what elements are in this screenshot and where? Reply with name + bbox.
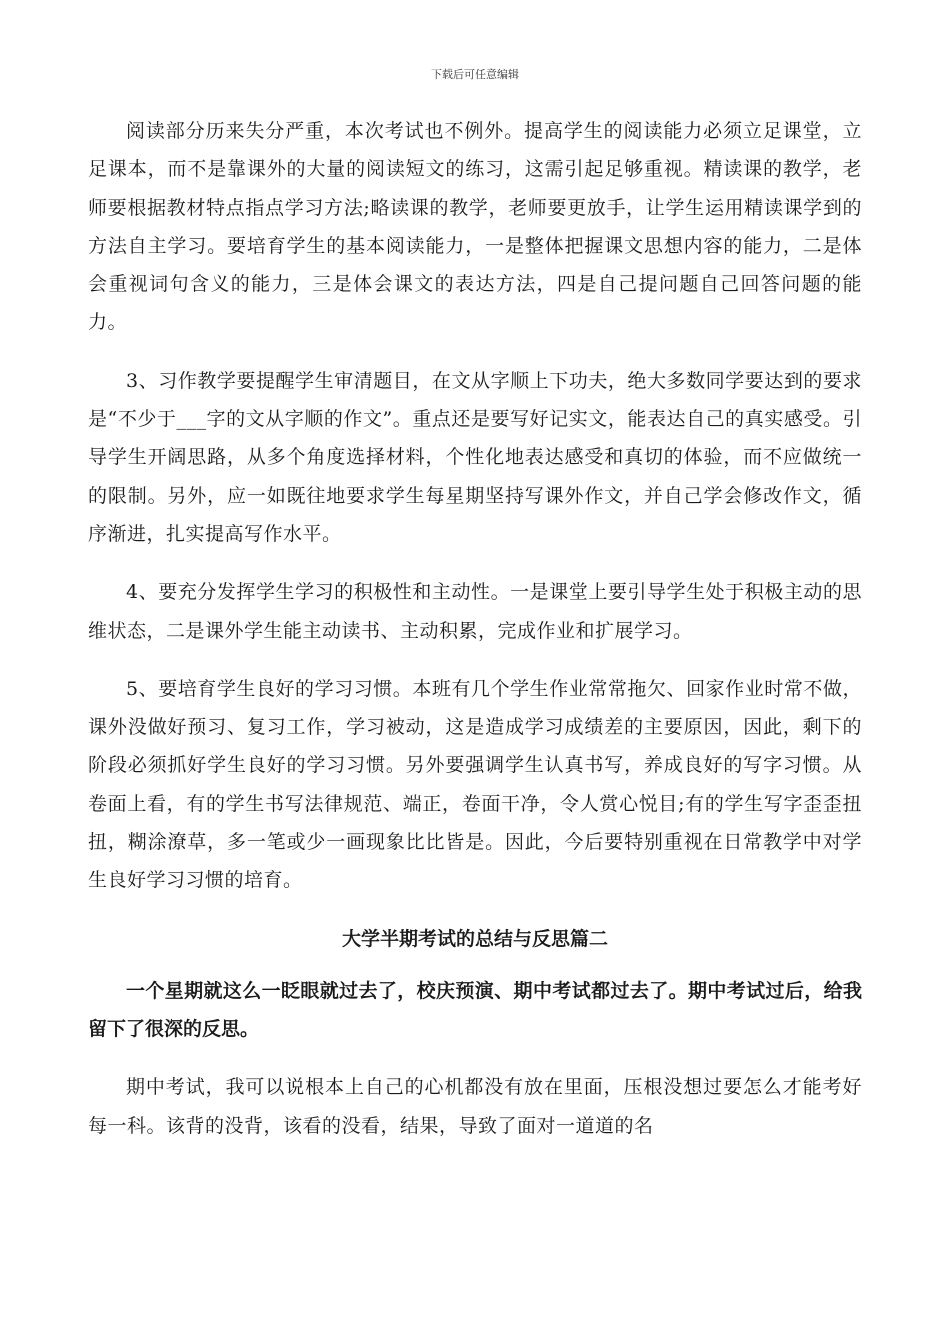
paragraph-habits: 5、要培育学生良好的学习习惯。本班有几个学生作业常常拖欠、回家作业时常不做，课外没做好预习、复习工作，学习被动，这是造成学习成绩差的主要原因，因此，剩下的阶段必须抓好学生良好的学习习惯。另外要强调学生认真书写，养成良好的写字习惯。从卷面上看，有的学生书写法律规范、端正，卷面干净，令人赏心悦目;有的学生写字歪歪扭扭，糊涂潦草，多一笔或少一画现象比比皆是。因此，今后要特别重视在日常教学中对学生良好学习习惯的培育。 — [88, 677, 862, 892]
paragraph-initiative: 4、要充分发挥学生学习的积极性和主动性。一是课堂上要引导学生处于积极主动的思维状态，二是课外学生能主动读书、主动积累，完成作业和扩展学习。 — [88, 581, 862, 642]
paragraph-reading: 阅读部分历来失分严重，本次考试也不例外。提高学生的阅读能力必须立足课堂，立足课本，而不是靠课外的大量的阅读短文的练习，这需引起足够重视。精读课的教学，老师要根据教材特点指点学习方法;略读课的教学，老师要更放手，让学生运用精读课学到的方法自主学习。要培育学生的基本阅读能力，一是整体把握课文思想内容的能力，二是体会重视词句含义的能力，三是体会课文的表达方法，四是自己提问题自己回答问题的能力。 — [88, 120, 862, 334]
document-body — [88, 112, 862, 1165]
section-title: 大学半期考试的总结与反思篇二 — [341, 927, 608, 950]
page-header: 下载后可任意编辑 — [431, 68, 519, 81]
paragraph-writing: 3、习作教学要提醒学生审清题目，在文从字顺上下功夫，绝大多数同学要达到的要求是“不少于___字的文从字顺的作文”。重点还是要写好记实文，能表达自己的真实感受。引导学生开阔思路，从多个角度选择材料，个性化地表达感受和真切的体验，而不应做统一的限制。另外，应一如既往地要求学生每星期坚持写课外作文，并自己学会修改作文，循序渐进，扎实提高写作水平。 — [88, 369, 862, 545]
paragraph-intro-bold: 一个星期就这么一眨眼就过去了，校庆预演、期中考试都过去了。期中考试过后，给我留下了很深的反思。 — [88, 979, 862, 1040]
paragraph-reflection: 期中考试，我可以说根本上自己的心机都没有放在里面，压根没想过要怎么才能考好每一科。该背的没背，该看的没看，结果，导致了面对一道道的名 — [88, 1076, 862, 1137]
